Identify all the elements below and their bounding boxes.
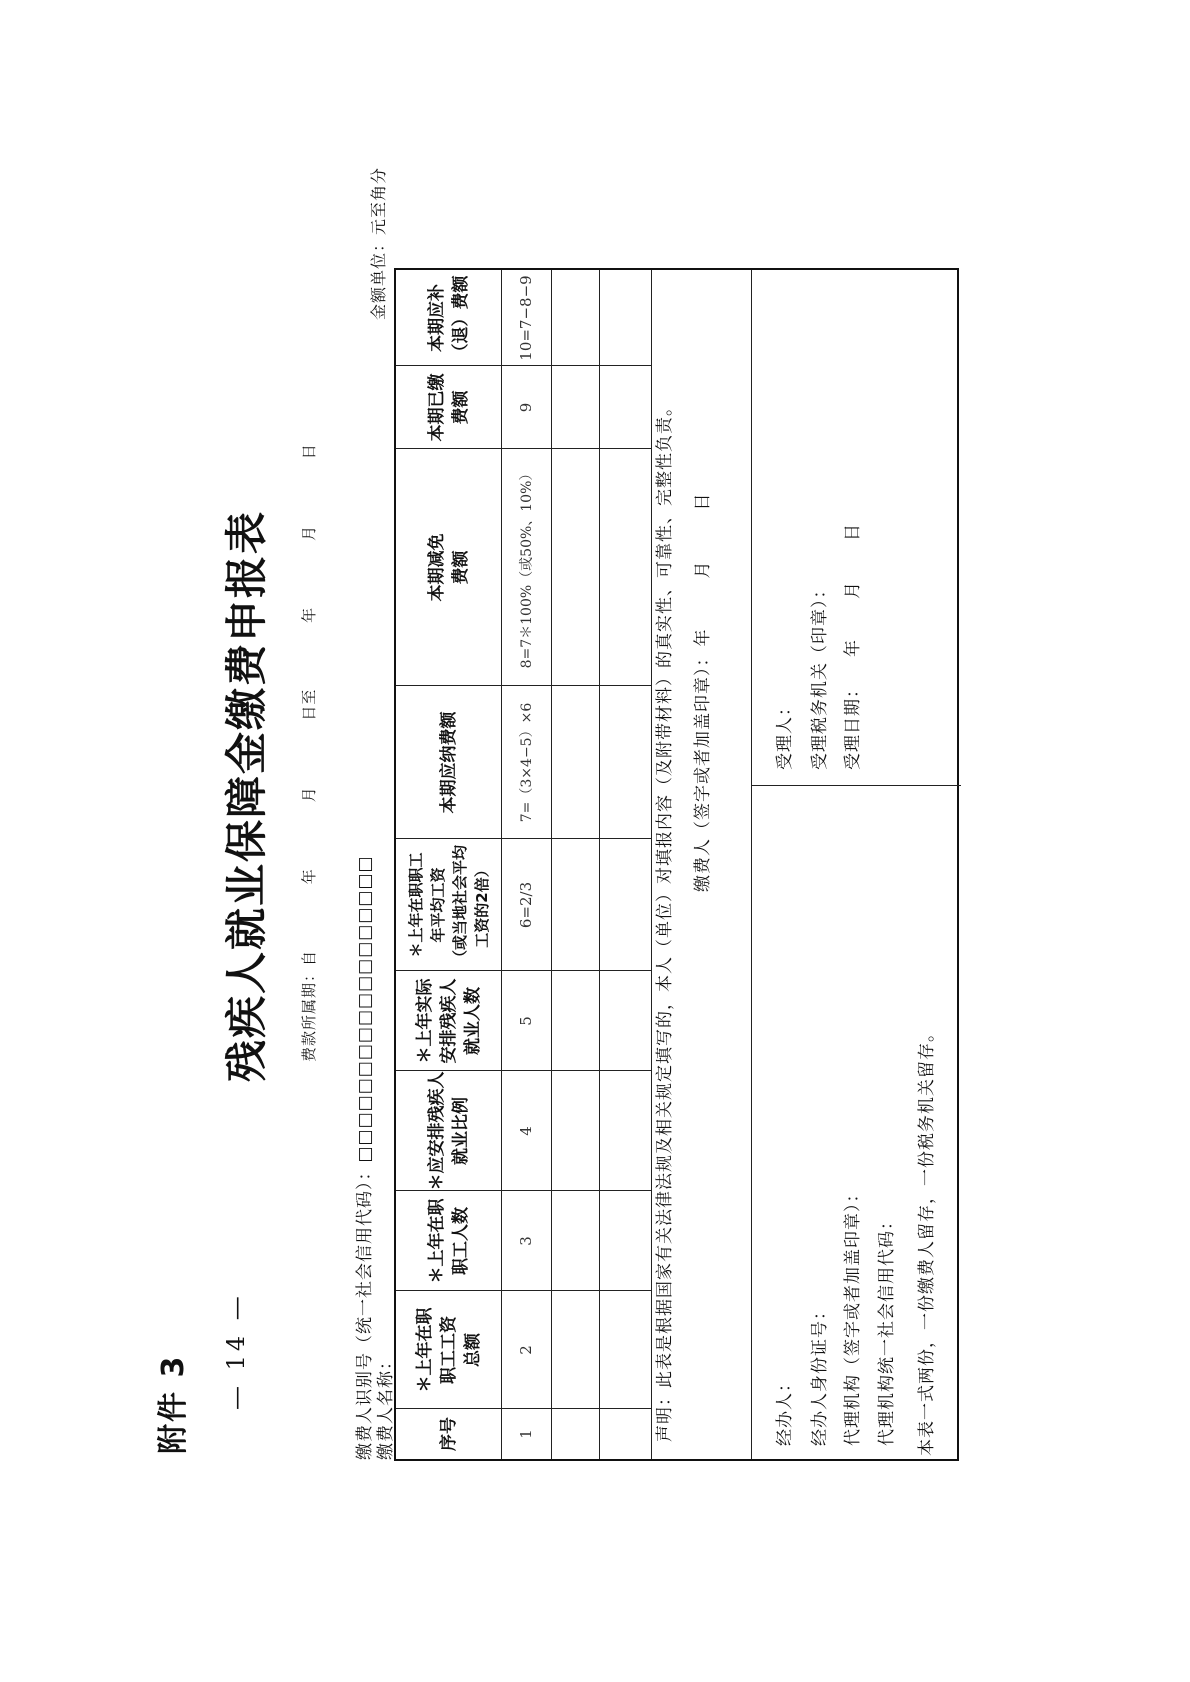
payer-date-month: 月 [693, 561, 713, 579]
formula-cell-5: 5 [517, 1016, 535, 1026]
agent-id-label[interactable]: 经办人身份证号： [810, 1302, 830, 1446]
formula-cell-4: 4 [517, 1126, 535, 1136]
proxy-org-label[interactable]: 代理机构（签字或者加盖印章）： [843, 1184, 863, 1446]
header-average-wage: ＊上年在职职工 年平均工资 （或当地社会平均 工资的2倍） [406, 845, 491, 966]
accept-date-values [838, 503, 863, 677]
period-year: 年 [300, 868, 318, 885]
header-staff-count: ＊上年在职 职工人数 [426, 1198, 471, 1284]
period-month: 月 [300, 786, 318, 803]
formula-cell-8: 8=7＊100%（或50%、10%） [519, 466, 535, 669]
header-paid-fee: 本期已缴 费额 [426, 373, 471, 442]
period-year2: 年 [300, 606, 318, 623]
attachment-label: 附件 3 [156, 1354, 191, 1454]
header-refund-fee: 本期应补 （退）费额 [426, 275, 471, 361]
payer-id-label: 缴费人识别号（统一社会信用代码）： [355, 1162, 375, 1460]
payer-id-boxes[interactable]: □□□□□□□□□□□□□□□□□□ [355, 855, 375, 1163]
agent-label[interactable]: 经办人： [775, 1374, 795, 1446]
sign-area-rule [751, 270, 752, 1459]
proxy-code-label[interactable]: 代理机构统一社会信用代码： [877, 1212, 897, 1446]
acceptor-label[interactable]: 受理人： [775, 698, 795, 770]
period-day-to: 日至 [300, 688, 318, 721]
accept-date-label[interactable]: 受理日期： [843, 680, 863, 770]
footnote: 本表一式两份，一份缴费人留存，一份税务机关留存。 [917, 1024, 937, 1456]
page-number: — 14 — [222, 1292, 250, 1410]
header-total-wages: ＊上年在职 职工工资 总额 [414, 1307, 483, 1393]
period-day2: 日 [300, 443, 318, 460]
formula-cell-7: 7=（3×4−5）×6 [519, 702, 535, 823]
header-required-ratio: ＊应安排残疾人 就业比例 [426, 1071, 471, 1191]
unit-note: 金额单位：元至角分 [369, 166, 388, 320]
formula-cell-10: 10=7−8−9 [517, 275, 535, 361]
header-reduction-fee: 本期减免 费额 [426, 533, 471, 602]
fee-period [298, 443, 319, 1062]
payer-signature-date [688, 468, 713, 672]
formula-cell-2: 2 [517, 1345, 535, 1355]
period-month2: 月 [300, 525, 318, 542]
payer-signature-label[interactable]: 缴费人（签字或者加盖印章）： [693, 648, 713, 892]
payer-name-label[interactable]: 缴费人名称： [376, 1352, 396, 1460]
header-payable-fee: 本期应纳费额 [438, 711, 459, 814]
accept-date-day: 日 [843, 523, 863, 541]
period-label: 费款所属期：自 [300, 949, 318, 1062]
formula-cell-3: 3 [517, 1236, 535, 1246]
document-title: 残疾人就业保障金缴费申报表 [222, 509, 271, 1082]
payer-date-day: 日 [693, 493, 713, 511]
accept-date-year: 年 [843, 639, 863, 657]
accept-date-month: 月 [843, 581, 863, 599]
header-disabled-count: ＊上年实际 安排残疾人 就业人数 [414, 978, 483, 1064]
header-seq: 序号 [438, 1417, 459, 1451]
formula-cell-seq: 1 [517, 1429, 535, 1439]
payer-date-year: 年 [693, 629, 713, 647]
declaration-text: 声明：此表是根据国家有关法律法规及相关规定填写的，本人（单位）对填报内容（及附带材料）的真实性、可靠性、完整性负责。 [655, 398, 675, 1442]
tax-office-label[interactable]: 受理税务机关（印章）： [810, 580, 830, 770]
formula-cell-6: 6=2/3 [517, 881, 535, 929]
formula-cell-9: 9 [517, 402, 535, 413]
